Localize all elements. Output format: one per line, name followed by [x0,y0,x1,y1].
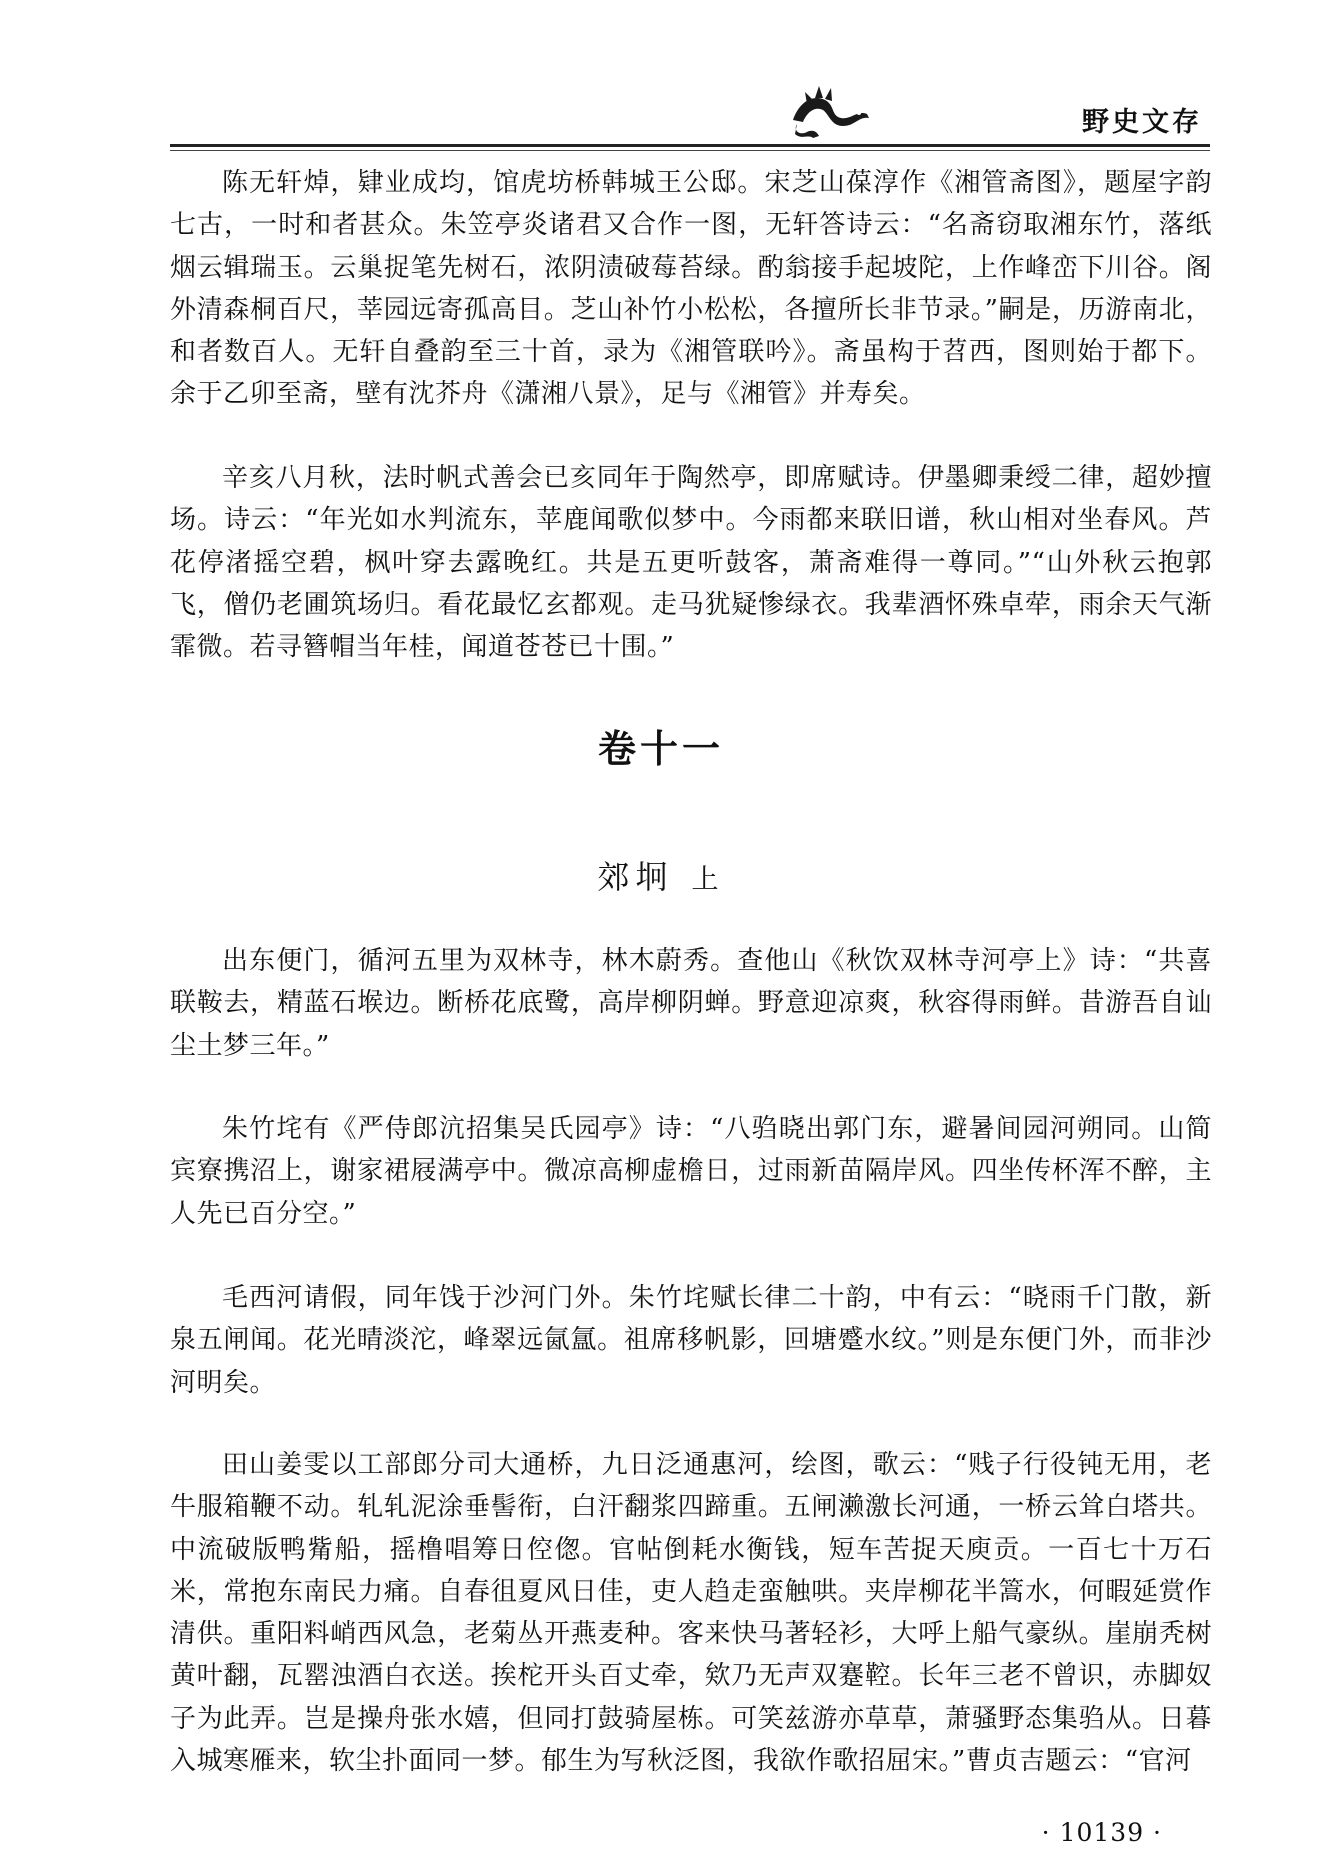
paragraph-2: 辛亥八月秋，法时帆式善会已亥同年于陶然亭，即席赋诗。伊墨卿秉绶二律，超妙擅场。诗云：“年光如水判流东，苹鹿闻歌似梦中。今雨都来联旧谱，秋山相对坐春风。芦花停渚摇空碧，枫叶穿去露晚红。共是五更听鼓客，萧斋难得一尊同。”“山外秋云抱郭飞，僧仍老圃筑场归。看花最忆玄都观。走马犹疑惨绿衣。我辈酒怀殊卓荦，雨余天气渐霏微。若寻簪帽当年桂，闻道苍苍已十围。” [170,463,1212,663]
section-paragraph-3: 毛西河请假，同年饯于沙河门外。朱竹垞赋长律二十韵，中有云：“晓雨千门散，新泉五闸闻。花光晴淡沱，峰翠远氤氲。祖席移帆影，回塘蹙水纹。”则是东便门外，而非沙河明矣。 [170,1283,1212,1398]
page-header [170,86,1210,147]
header-divider [170,150,1210,151]
section-paragraph-2: 朱竹垞有《严侍郎沆招集吴氏园亭》诗：“八驺晓出郭门东，避暑间园河朔同。山简宾寮携沼上，谢家裙屐满亭中。微凉高柳虚檐日，过雨新苗隔岸风。四坐传杯浑不醉，主人先已百分空。” [170,1114,1212,1229]
dragon-emblem-icon [785,80,875,140]
section-subtitle: 上 [691,864,725,895]
section-paragraph-1: 出东便门，循河五里为双林寺，林木蔚秀。查他山《秋饮双林寺河亭上》诗：“共喜联鞍去，精蓝石堠边。断桥花底鹭，高岸柳阴蝉。野意迎凉爽，秋容得雨鲜。昔游吾自讪尘土梦三年。” [170,946,1212,1061]
section-heading [0,852,1322,898]
volume-title: 卷十一 [597,727,724,771]
page-number: · 10139 · [1041,1818,1162,1847]
header-title: 野史文存 [1082,107,1202,138]
section-title: 郊坰 [597,858,674,896]
paragraph-1: 陈无轩焯，肄业成均，馆虎坊桥韩城王公邸。宋芝山葆淳作《湘管斋图》，题屋字韵七古，一时和者甚众。朱笠亭炎诸君又合作一图，无轩答诗云：“名斋窃取湘东竹，落纸烟云辑瑞玉。云巢捉笔先树石，浓阴渍破莓苔绿。酌翁接手起坡陀，上作峰峦下川谷。阁外清森桐百尺，莘园远寄孤高目。芝山补竹小松松，各擅所长非节录。”嗣是，历游南北，和者数百人。无轩自叠韵至三十首，录为《湘管联吟》。斋虽构于苕西，图则始于都下。余于乙卯至斋，壁有沈芥舟《潇湘八景》，足与《湘管》并寿矣。 [170,168,1212,410]
section-paragraph-4: 田山姜雯以工部郎分司大通桥，九日泛通惠河，绘图，歌云：“贱子行役钝无用，老牛服箱鞭不动。轧轧泥涂垂髻衔，白汗翻浆四蹄重。五闸濑激长河通，一桥云耸白塔共。中流破版鸭觜船，摇橹唱筹日倥偬。官帖倒耗水衡钱，短车苦捉天庾贡。一百七十万石米，常抱东南民力痛。自春徂夏风日佳，吏人趋走蛮触哄。夹岸柳花半篙水，何暇延赏作清供。重阳料峭西风急，老菊丛开燕麦种。客来快马著轻衫，大呼上船气豪纵。崖崩秃树黄叶翻，瓦罂浊酒白衣送。挨柁开头百丈牵，欸乃无声双蹇鞚。长年三老不曾识，赤脚奴子为此弄。岂是操舟张水嬉，但同打鼓骑屋栋。可笑兹游亦草草，萧骚野态集驺从。日暮入城寒雁来，软尘扑面同一梦。郁生为写秋泛图，我欲作歌招屈宋。”曹贞吉题云：“官河 [170,1450,1212,1777]
